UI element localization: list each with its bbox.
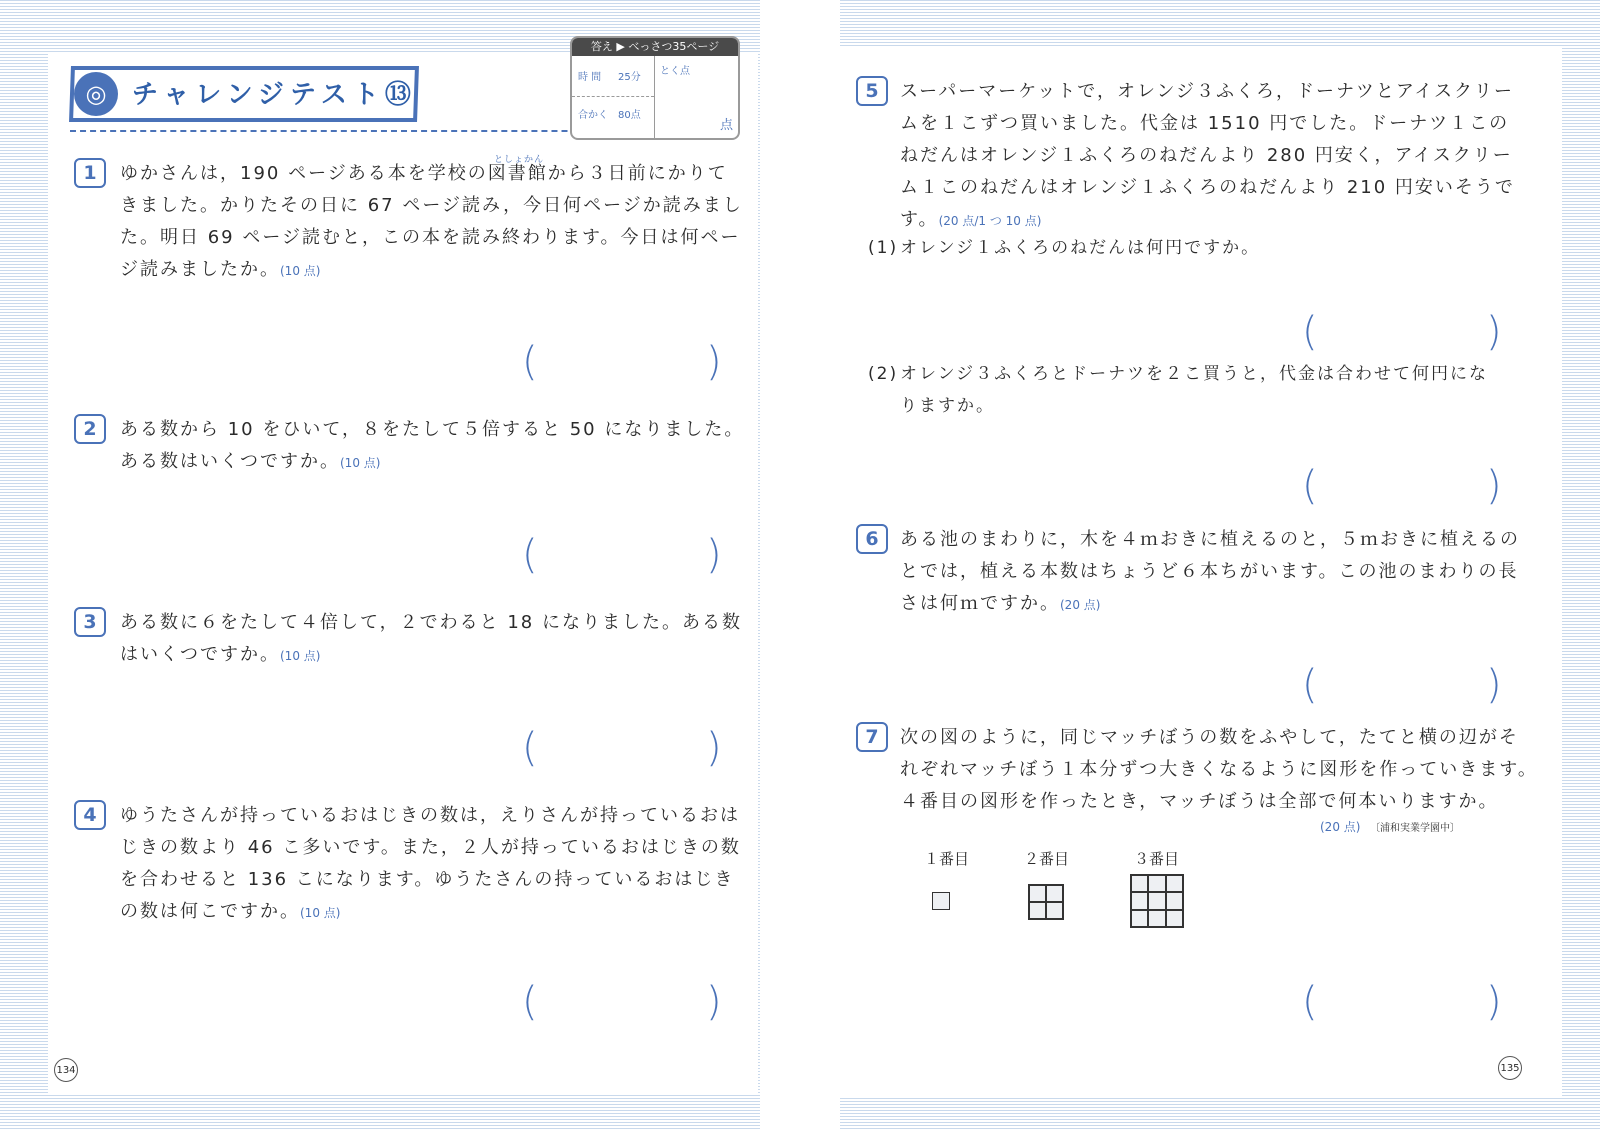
text-line: す。(20 点/1 つ 10 点) (900, 209, 1042, 230)
answer-paren-open[interactable]: ( (522, 339, 538, 385)
answer-paren-close: ) (706, 725, 722, 771)
score-unit: 点 (720, 118, 734, 133)
text-line: ある数に６をたして４倍して，２でわると 18 になりました。ある数 (120, 612, 742, 633)
problem-text (120, 607, 750, 672)
points-label: (20 点/1 つ 10 点) (938, 214, 1042, 228)
time-value: 25分 (618, 72, 641, 83)
problem-number: 6 (856, 524, 888, 554)
right-page (840, 0, 1600, 1130)
pass-label: 合かく (578, 110, 608, 121)
answer-paren-open[interactable]: ( (1302, 979, 1318, 1025)
text-line: ４番目の図形を作ったとき，マッチぼうは全部で何本いりますか。 (900, 791, 1499, 812)
answer-paren-close: ) (706, 979, 722, 1025)
text-line: ねだんはオレンジ１ふくろのねだんより 280 円安く，アイスクリー (900, 145, 1513, 166)
text-line: はいくつですか。(10 点) (120, 644, 321, 665)
furigana: としょかん (494, 155, 545, 165)
source-label: 〔浦和実業学園中〕 (1369, 823, 1460, 834)
matchstick-figure-3 (1130, 874, 1184, 928)
problem-text (900, 722, 1580, 818)
text-line: ゆうたさんが持っているおはじきの数は，えりさんが持っているおは (120, 805, 740, 826)
points-source (1320, 818, 1460, 835)
problem-text (120, 158, 750, 287)
points-label: (10 点) (340, 456, 381, 470)
problem-text (120, 414, 750, 479)
subquestion-label: (1) (868, 238, 899, 258)
answer-paren-open[interactable]: ( (1302, 662, 1318, 708)
page-number: 135 (1498, 1056, 1522, 1080)
text-line: じきの数より 46 こ多いです。また，２人が持っているおはじきの数 (120, 837, 741, 858)
text-line: ムを１こずつ買いました。代金は 1510 円でした。ドーナツ１この (900, 113, 1510, 134)
text-line: た。明日 69 ページ読むと，この本を読み終わります。今日は何ペー (120, 227, 741, 248)
page-number: 134 (54, 1058, 78, 1082)
answer-paren-open[interactable]: ( (522, 725, 538, 771)
matchstick-figure-2 (1028, 884, 1064, 920)
text-line: ある池のまわりに，木を４ｍおきに植えるのと，５ｍおきに植えるの (900, 529, 1520, 550)
problem-text (900, 524, 1550, 621)
text-line: 次の図のように，同じマッチぼうの数をふやして，たてと横の辺がそ (900, 727, 1519, 748)
answer-paren-close: ) (1486, 463, 1502, 509)
text-line: さは何ｍですか。(20 点) (900, 593, 1101, 614)
problem-number: 5 (856, 76, 888, 106)
answer-paren-close: ) (706, 339, 722, 385)
answer-paren-open[interactable]: ( (522, 532, 538, 578)
points-label: (10 点) (280, 649, 321, 663)
points-label: (10 点) (300, 906, 341, 920)
answer-paren-open[interactable]: ( (1302, 309, 1318, 355)
problem-number: 1 (74, 158, 106, 188)
problem-number: 3 (74, 607, 106, 637)
time-label: 時 間 (578, 72, 602, 83)
text-line: ある数から 10 をひいて，８をたして５倍すると 50 になりました。 (120, 419, 745, 440)
pass-value: 80点 (618, 110, 641, 121)
points-label: (20 点) (1060, 598, 1101, 612)
answer-paren-open[interactable]: ( (1302, 463, 1318, 509)
text-line: ゆかさんは，190 ページある本を学校の図書館から３日前にかりて (120, 163, 728, 184)
problem-text (120, 800, 750, 929)
text-line: の数は何こですか。(10 点) (120, 901, 341, 922)
info-card (570, 36, 740, 140)
problem-text (900, 76, 1550, 237)
text-line: を合わせると 136 こになります。ゆうたさんの持っているおはじき (120, 869, 735, 890)
text-line: りますか。 (900, 396, 995, 416)
text-line: ある数はいくつですか。(10 点) (120, 451, 381, 472)
target-icon: ◎ (74, 72, 118, 116)
figure-label: ３番目 (1134, 850, 1180, 868)
subquestion-text: オレンジ１ふくろのねだんは何円ですか。 (900, 238, 1261, 258)
score-label: とく点 (660, 66, 690, 77)
text-line: れぞれマッチぼう１本分ずつ大きくなるように図形を作っていきます。 (900, 759, 1538, 780)
answer-paren-close: ) (1486, 979, 1502, 1025)
answer-paren-close: ) (1486, 662, 1502, 708)
answer-paren-close: ) (706, 532, 722, 578)
text-line: とでは，植える本数はちょうど６本ちがいます。この池のまわりの長 (900, 561, 1519, 582)
info-divider-h (572, 96, 654, 97)
matchstick-figure-1 (932, 892, 950, 910)
text-line: きました。かりたその日に 67 ページ読み，今日何ページか読みまし (120, 195, 743, 216)
text-line: オレンジ３ふくろとドーナツを２こ買うと，代金は合わせて何円にな (900, 364, 1488, 384)
text-line: スーパーマーケットで，オレンジ３ふくろ，ドーナツとアイスクリー (900, 81, 1515, 102)
points-label: (20 点) (1320, 820, 1361, 834)
answer-paren-open[interactable]: ( (522, 979, 538, 1025)
answer-reference: 答え ▶ べっさつ35ページ (572, 38, 738, 56)
answer-paren-close: ) (1486, 309, 1502, 355)
figure-label: １番目 (924, 850, 970, 868)
text-line: ジ読みましたか。(10 点) (120, 259, 321, 280)
info-divider-v (654, 56, 655, 140)
text-line: ム１このねだんはオレンジ１ふくろのねだんより 210 円安いそうで (900, 177, 1515, 198)
left-page (0, 0, 760, 1130)
subquestion-label: (2) (868, 364, 899, 384)
problem-number: 4 (74, 800, 106, 830)
problem-number: 7 (856, 722, 888, 752)
points-label: (10 点) (280, 264, 321, 278)
figure-label: ２番目 (1024, 850, 1070, 868)
problem-number: 2 (74, 414, 106, 444)
page-title: チャレンジテスト⑬ (132, 80, 417, 110)
subquestion-text (900, 358, 1550, 422)
